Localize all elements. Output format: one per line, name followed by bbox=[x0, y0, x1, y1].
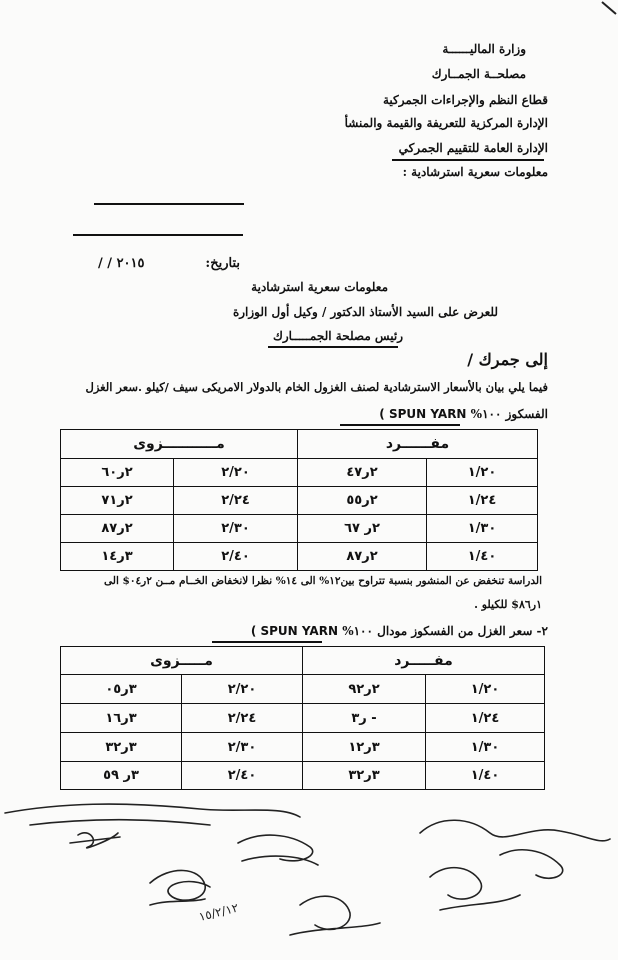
signature-flourish-2 bbox=[30, 820, 210, 825]
header-underline bbox=[392, 159, 544, 161]
table-cell: ٢ر٨٧ bbox=[298, 543, 427, 571]
table-cell: ٢ر٧١ bbox=[61, 487, 174, 515]
price-table-1 bbox=[60, 429, 538, 571]
table-cell: ٢ر٤٧ bbox=[298, 459, 427, 487]
table-cell: ١/٤٠ bbox=[427, 543, 538, 571]
sector-name: قطاع النظم والإجراءات الجمركية bbox=[382, 93, 548, 107]
table-cell: ١/٢٤ bbox=[426, 704, 545, 733]
table-cell: ١/٢٤ bbox=[427, 487, 538, 515]
signature-date-stamp: ١٥/٢/١٢ bbox=[197, 900, 240, 924]
signature-flourish-1 bbox=[5, 804, 300, 817]
table-cell: ٣ر١٤ bbox=[61, 543, 174, 571]
salutation: إلى جمرك / bbox=[467, 350, 548, 369]
signature-center-bottom bbox=[290, 896, 380, 935]
table-cell: ١/٣٠ bbox=[427, 515, 538, 543]
signature-mid-left bbox=[150, 870, 210, 905]
section1-note-line1: الدراسة تنخفض عن المنشور بنسبة تتراوح بين١٢% الى ١٤% نظرا لانخفاض الخــام مــن ٢ر٠٤$ الى bbox=[104, 575, 542, 587]
table-cell: ٣ر٣٢ bbox=[303, 762, 426, 790]
section1-intro-line1: فيما يلي بيان بالأسعار الاسترشادية لصنف الغزول الخام بالدولار الامريكى سيف /كيلو .سعر الغزل bbox=[85, 380, 548, 394]
signatures-area bbox=[0, 795, 618, 960]
table-cell: ١/٢٠ bbox=[426, 675, 545, 704]
section2-title-ar: ٢- سعر الغزل من الفسكوز مودال ١٠٠% bbox=[342, 624, 548, 638]
memo-underline bbox=[268, 346, 398, 348]
memo-title: معلومات سعرية استرشادية bbox=[251, 280, 388, 294]
signature-right-1 bbox=[420, 820, 610, 841]
table-cell: ٢/٣٠ bbox=[182, 733, 303, 762]
authority-name: مصلحــة الجمــارك bbox=[431, 67, 526, 81]
table-cell: ١/٢٠ bbox=[427, 459, 538, 487]
table-row bbox=[61, 675, 545, 704]
signature-right-2 bbox=[430, 868, 520, 910]
date-label: بتاريخ: bbox=[205, 256, 240, 271]
table-cell: ٢/٢٤ bbox=[174, 487, 298, 515]
section1-intro-ar: الفسكوز ١٠٠% bbox=[470, 407, 548, 421]
table-row bbox=[61, 487, 538, 515]
table-cell: ٢/٣٠ bbox=[174, 515, 298, 543]
table-cell: - ر٣ bbox=[303, 704, 426, 733]
date-value: / / ٢٠١٥ bbox=[98, 256, 145, 271]
ministry-name: وزارة الماليــــــة bbox=[442, 42, 526, 56]
blank-line-2 bbox=[73, 234, 243, 236]
table-cell: ٢/٤٠ bbox=[174, 543, 298, 571]
section2-title-en: ( SPUN YARN bbox=[250, 624, 338, 638]
table-cell: ٣ر١٦ bbox=[61, 704, 182, 733]
table-cell: ٢ر٦٠ bbox=[61, 459, 174, 487]
section2-title bbox=[251, 624, 548, 638]
table2-header-single: مفـــــرد bbox=[303, 647, 545, 675]
corner-mark bbox=[600, 0, 618, 18]
table-cell: ١/٤٠ bbox=[426, 762, 545, 790]
signature-right-3 bbox=[500, 850, 563, 878]
section1-note-line2: ١ر٨٦$ للكيلو . bbox=[474, 598, 542, 611]
table-cell: ٣ر١٢ bbox=[303, 733, 426, 762]
table-cell: ٣ر٣٢ bbox=[61, 733, 182, 762]
memo-line-2: رئيس مصلحة الجمـــــارك bbox=[273, 329, 403, 343]
table-cell: ٣ر ٥٩ bbox=[61, 762, 182, 790]
table-cell: ٢ر ٦٧ bbox=[298, 515, 427, 543]
table-row bbox=[61, 762, 545, 790]
table-cell: ٢/٤٠ bbox=[182, 762, 303, 790]
table-cell: ٢ر٥٥ bbox=[298, 487, 427, 515]
table-row bbox=[61, 459, 538, 487]
table-row bbox=[61, 704, 545, 733]
table-cell: ٢/٢٠ bbox=[182, 675, 303, 704]
table2-header-plied: مـــــزوى bbox=[61, 647, 303, 675]
signature-left bbox=[70, 833, 120, 848]
section1-intro-line2 bbox=[379, 407, 548, 421]
table-cell: ٢/٢٠ bbox=[174, 459, 298, 487]
memo-line-1: للعرض على السيد الأستاذ الدكتور / وكيل أول الوزارة bbox=[232, 305, 498, 319]
price-table-2 bbox=[60, 646, 545, 790]
general-admin-name: الإدارة العامة للتقييم الجمركي bbox=[398, 141, 548, 155]
subject-label: معلومات سعرية استرشادية : bbox=[402, 165, 548, 179]
section1-intro-en: ( SPUN YARN bbox=[379, 407, 467, 421]
table-cell: ٢ر٩٢ bbox=[303, 675, 426, 704]
table1-header-single: مفــــــرد bbox=[298, 430, 538, 459]
table-row bbox=[61, 733, 545, 762]
table-cell: ٣ر٠٥ bbox=[61, 675, 182, 704]
blank-line-1 bbox=[94, 203, 244, 205]
signature-center bbox=[238, 835, 318, 865]
table-row bbox=[61, 515, 538, 543]
table-cell: ٢ر٨٧ bbox=[61, 515, 174, 543]
table-cell: ١/٣٠ bbox=[426, 733, 545, 762]
table1-header-plied: مـــــــــــزوى bbox=[61, 430, 298, 459]
table-cell: ٢/٢٤ bbox=[182, 704, 303, 733]
table-row bbox=[61, 543, 538, 571]
section1-underline bbox=[340, 424, 460, 426]
central-admin-name: الإدارة المركزية للتعريفة والقيمة والمنشأ bbox=[344, 116, 548, 130]
section2-underline bbox=[212, 641, 322, 643]
